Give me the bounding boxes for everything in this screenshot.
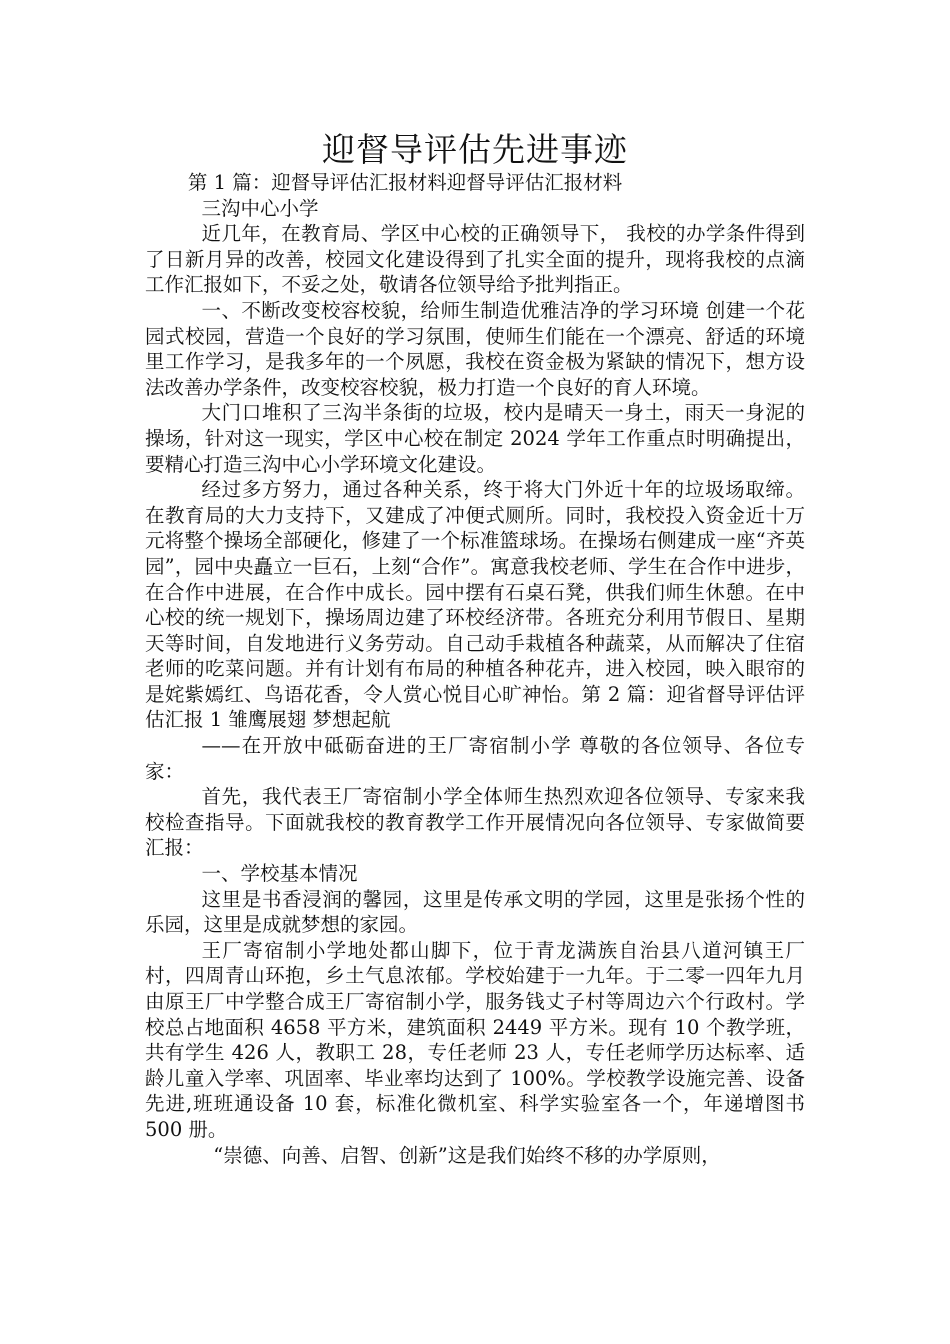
paragraph: 这里是书香浸润的馨园，这里是传承文明的学园，这里是张扬个性的乐园，这里是成就梦想的家园。 — [145, 887, 805, 937]
paragraph: 近几年，在教育局、学区中心校的正确领导下， 我校的办学条件得到了日新月异的改善，校园文化建设得到了扎实全面的提升，现将我校的点滴工作汇报如下，不妥之处，敬请各位领导给予批判指正。 — [145, 222, 805, 297]
paragraph: 大门口堆积了三沟半条街的垃圾，校内是晴天一身土，雨天一身泥的操场，针对这一现实，学区中心校在制定 2024 学年工作重点时明确提出，要精心打造三沟中心小学环境文化建设。 — [145, 401, 805, 476]
document-title: 迎督导评估先进事迹 — [322, 130, 628, 169]
document-body — [145, 170, 805, 1168]
paragraph: 首先，我代表王厂寄宿制小学全体师生热烈欢迎各位领导、专家来我校检查指导。下面就我校的教育教学工作开展情况向各位领导、专家做简要汇报： — [145, 785, 805, 860]
paragraph: 王厂寄宿制小学地处都山脚下，位于青龙满族自治县八道河镇王厂村，四周青山环抱，乡土气息浓郁。学校始建于一九年。于二零一四年九月由原王厂中学整合成王厂寄宿制小学，服务钱丈子村等周边六个行政村。学校总占地面积 4658 平方米，建筑面积 2449 平方米。现有 10 个教学班，共有学生 426 人，教职工 28，专任老师 23 人，专任老师学历达标率、适龄儿童入学率、巩固率、毕业率均达到了 100%。学校教学设施完善、设备先进,班班通设备 10 套，标准化微机室、科学实验室各一个，年递增图书 500 册。 — [145, 938, 805, 1141]
school-name: 三沟中心小学 — [201, 196, 319, 220]
paragraph: 经过多方努力，通过各种关系，终于将大门外近十年的垃圾场取缔。在教育局的大力支持下，又建成了冲便式厕所。同时，我校投入资金近十万元将整个操场全部硬化，修建了一个标准篮球场。在操场右侧建成一座“齐英园”，园中央矗立一巨石，上刻“合作”。寓意我校老师、学生在合作中进步，在合作中进展，在合作中成长。园中摆有石桌石凳，供我们师生休憩。在中心校的统一规划下，操场周边建了环校经济带。各班充分利用节假日、星期天等时间，自发地进行义务劳动。自己动手栽植各种蔬菜，从而解决了住宿老师的吃菜问题。并有计划有布局的种植各种花卉，进入校园，映入眼帘的是姹紫嫣红、鸟语花香，令人赏心悦目心旷神怡。第 2 篇：迎省督导评估评估汇报 1 雏鹰展翅 梦想起航 — [145, 478, 805, 732]
section-heading-basic-info: 一、学校基本情况 — [201, 862, 358, 886]
paragraph: 一、不断改变校容校貌，给师生制造优雅洁净的学习环境 创建一个花园式校园，营造一个良好的学习氛围，使师生们能在一个漂亮、舒适的环境里工作学习，是我多年的一个夙愿，我校在资金极为紧缺的情况下，想方设法改善办学条件，改变校容校貌，极力打造一个良好的育人环境。 — [145, 298, 805, 399]
section-heading-1: 第 1 篇：迎督导评估汇报材料迎督导评估汇报材料 — [187, 171, 623, 194]
paragraph: ——在开放中砥砺奋进的王厂寄宿制小学 尊敬的各位领导、各位专家： — [145, 734, 805, 783]
paragraph: “崇德、向善、启智、创新”这是我们始终不移的办学原则， — [213, 1143, 721, 1167]
